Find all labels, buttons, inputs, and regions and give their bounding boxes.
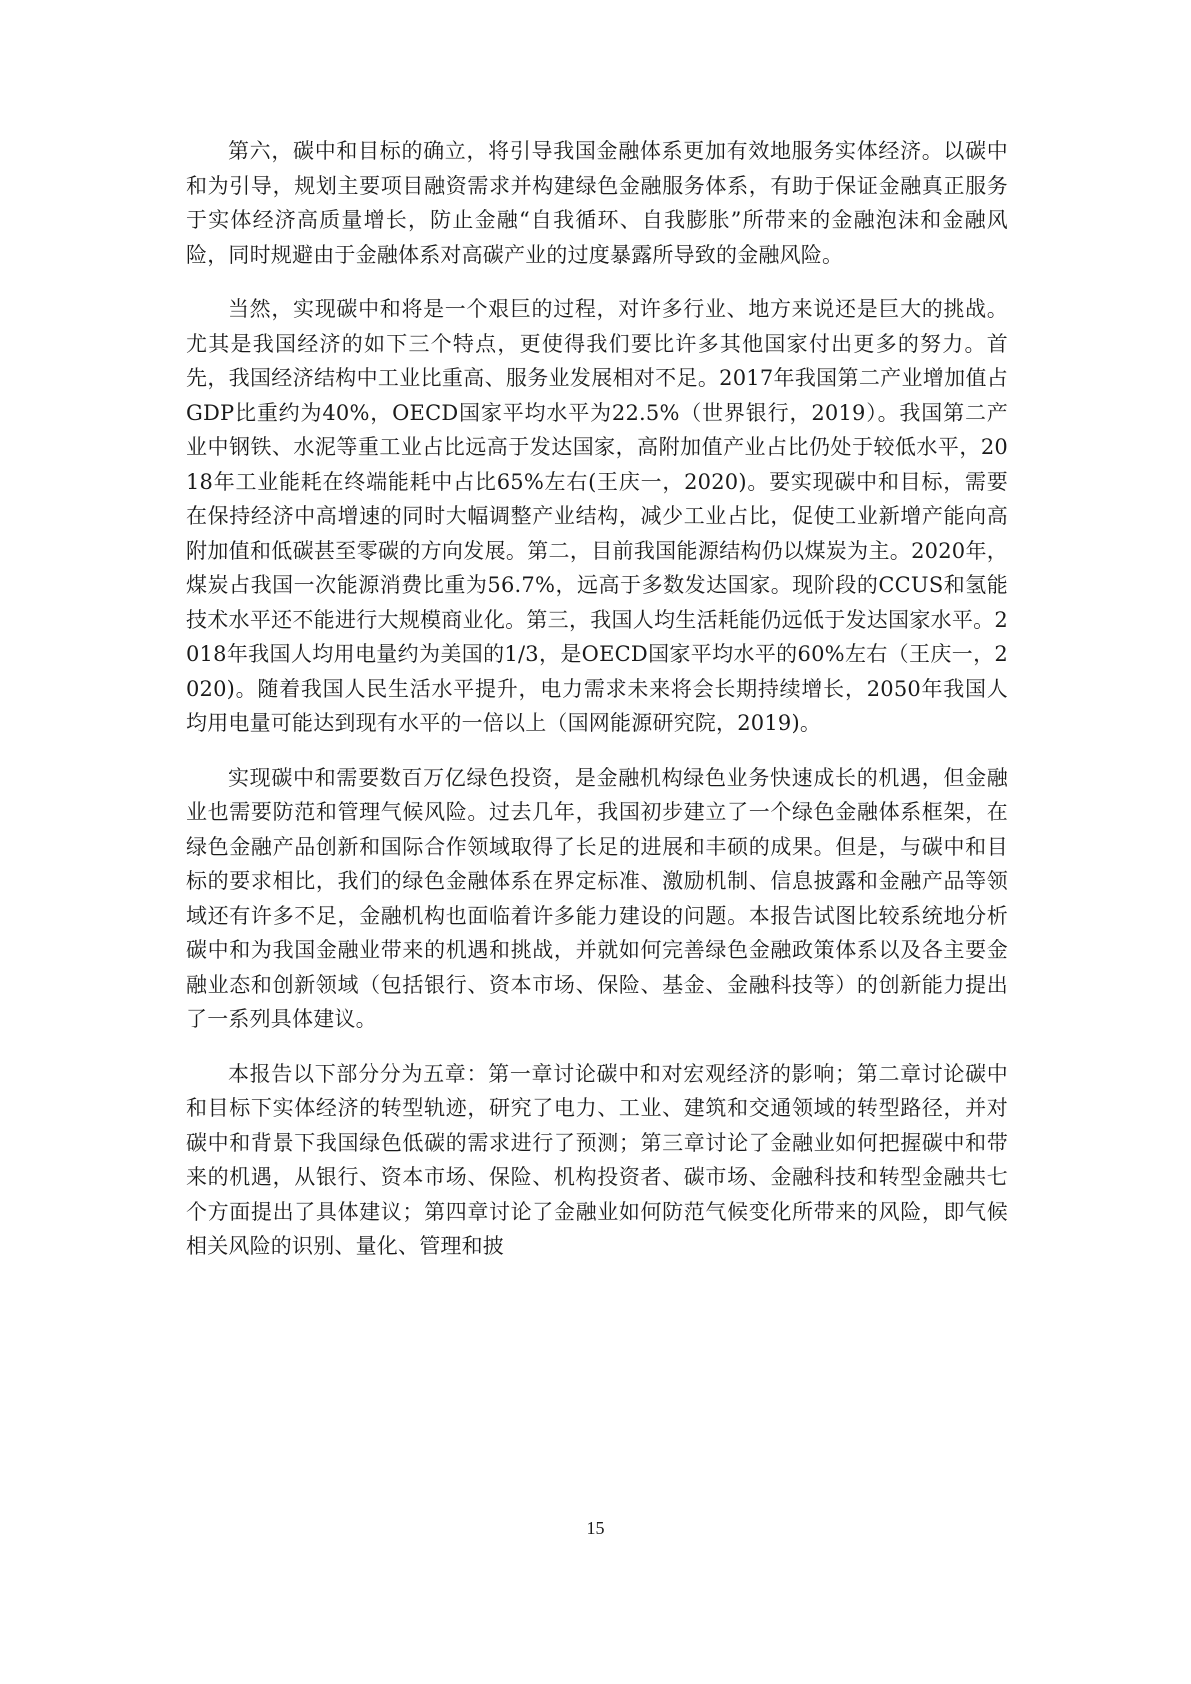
page-number: 15 [586,1518,605,1538]
paragraph-sixth-point: 第六，碳中和目标的确立，将引导我国金融体系更加有效地服务实体经济。以碳中和为引导，规划主要项目融资需求并构建绿色金融服务体系，有助于保证金融真正服务于实体经济高质量增长，防止金融“自我循环、自我膨胀”所带来的金融泡沫和金融风险，同时规避由于金融体系对高碳产业的过度暴露所导致的金融风险。 [186,139,1008,267]
paragraph-green-investment: 实现碳中和需要数百万亿绿色投资，是金融机构绿色业务快速成长的机遇，但金融业也需要防范和管理气候风险。过去几年，我国初步建立了一个绿色金融体系框架，在绿色金融产品创新和国际合作领域取得了长足的进展和丰硕的成果。但是，与碳中和目标的要求相比，我们的绿色金融体系在界定标准、激励机制、信息披露和金融产品等领域还有许多不足，金融机构也面临着许多能力建设的问题。本报告试图比较系统地分析碳中和为我国金融业带来的机遇和挑战，并就如何完善绿色金融政策体系以及各主要金融业态和创新领域（包括银行、资本市场、保险、基金、金融科技等）的创新能力提出了一系列具体建议。 [186,765,1008,1031]
paragraph-challenges: 当然，实现碳中和将是一个艰巨的过程，对许多行业、地方来说还是巨大的挑战。尤其是我国经济的如下三个特点，更使得我们要比许多其他国家付出更多的努力。首先，我国经济结构中工业比重高、服务业发展相对不足。2017年我国第二产业增加值占GDP比重约为40%，OECD国家平均水平为22.5%（世界银行，2019）。我国第二产业中钢铁、水泥等重工业占比远高于发达国家，高附加值产业占比仍处于较低水平，2018年工业能耗在终端能耗中占比65%左右(王庆一，2020)。要实现碳中和目标，需要在保持经济中高增速的同时大幅调整产业结构，减少工业占比，促使工业新增产能向高附加值和低碳甚至零碳的方向发展。第二，目前我国能源结构仍以煤炭为主。2020年，煤炭占我国一次能源消费比重为56.7%，远高于多数发达国家。现阶段的CCUS和氢能技术水平还不能进行大规模商业化。第三，我国人均生活耗能仍远低于发达国家水平。2018年我国人均用电量约为美国的1/3，是OECD国家平均水平的60%左右（王庆一，2020)。随着我国人民生活水平提升，电力需求未来将会长期持续增长，2050年我国人均用电量可能达到现有水平的一倍以上（国网能源研究院，2019)。 [186,297,1008,735]
paragraph-report-structure: 本报告以下部分分为五章：第一章讨论碳中和对宏观经济的影响；第二章讨论碳中和目标下实体经济的转型轨迹，研究了电力、工业、建筑和交通领域的转型路径，并对碳中和背景下我国绿色低碳的需求进行了预测；第三章讨论了金融业如何把握碳中和带来的机遇，从银行、资本市场、保险、机构投资者、碳市场、金融科技和转型金融共七个方面提出了具体建议；第四章讨论了金融业如何防范气候变化所带来的风险，即气候相关风险的识别、量化、管理和披 [186,1061,1008,1258]
body-text [186,134,1008,1284]
